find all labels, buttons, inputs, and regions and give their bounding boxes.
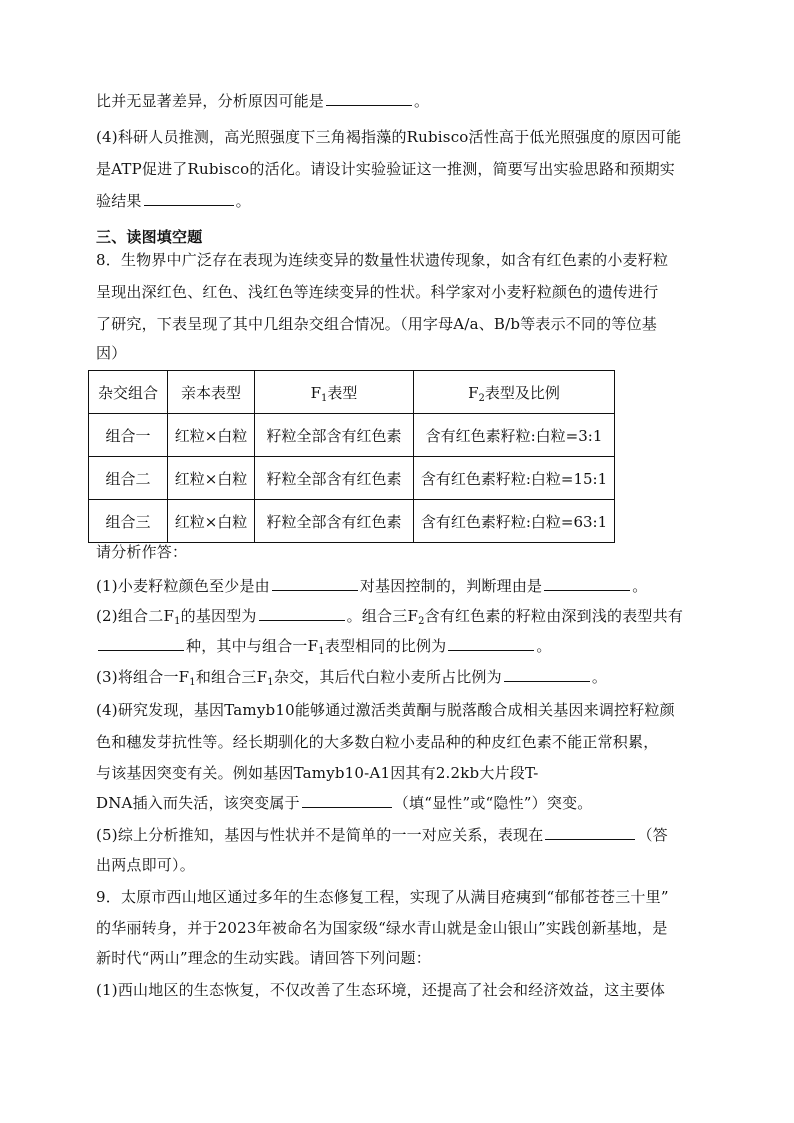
- text-span: 。: [235, 192, 251, 210]
- table-cell: 含有红色素籽粒:白粒=3:1: [414, 414, 615, 457]
- text-line: (4)科研人员推测，高光照强度下三角褐指藻的Rubisco活性高于低光照强度的原因可能: [96, 128, 682, 146]
- table-cell: 组合二: [89, 457, 168, 500]
- table-cell: 籽粒全部含有红色素: [255, 457, 414, 500]
- table-cell: 籽粒全部含有红色素: [255, 414, 414, 457]
- section-heading: 三、读图填空题: [96, 228, 203, 246]
- question-8-line: 8．生物界中广泛存在表现为连续变异的数量性状遗传现象，如含有红色素的小麦籽粒: [96, 251, 669, 269]
- answer-blank: [545, 821, 635, 840]
- text-line: (3)将组合一$F_1$和组合三$F_1$杂交，其后代白粒小麦所占比例为 。: [96, 662, 716, 692]
- answer-blank: [98, 632, 184, 651]
- table-cell: 红粒×白粒: [168, 500, 255, 543]
- question-8-line: 呈现出深红色、红色、浅红色等连续变异的性状。科学家对小麦籽粒颜色的遗传进行: [96, 283, 659, 301]
- table-cell: 组合一: [89, 414, 168, 457]
- answer-blank: [272, 572, 358, 591]
- answer-blank: [544, 572, 630, 591]
- text-span: 验结果: [96, 192, 142, 210]
- answer-blank: [302, 789, 392, 808]
- text-line: [96, 186, 716, 216]
- table-cell: 籽粒全部含有红色素: [255, 500, 414, 543]
- text-line: 色和穗发芽抗性等。经长期驯化的大多数白粒小麦品种的种皮红色素不能正常积累，: [96, 733, 659, 751]
- cross-table: [88, 370, 615, 543]
- text-line: (4)研究发现，基因Tamyb10能够通过激活类黄酮与脱落酸合成相关基因来调控籽粒颜: [96, 701, 675, 719]
- answer-blank: [326, 87, 412, 106]
- table-row: [89, 414, 615, 457]
- text-line: 出两点即可）。: [96, 856, 195, 874]
- text-line: 种，其中与组合一$F_1$表型相同的比例为 。: [96, 631, 716, 661]
- answer-blank: [144, 187, 234, 206]
- table-header: 杂交组合: [89, 371, 168, 414]
- text-line: (2)组合二$F_1$的基因型为 。组合三$F_2$含有红色素的籽粒由深到浅的表型共有: [96, 601, 716, 631]
- text-line: 请分析作答：: [96, 543, 188, 561]
- text-span: 。: [414, 92, 430, 110]
- question-9-line: 新时代“两山”理念的生动实践。请回答下列问题：: [96, 949, 431, 967]
- table-cell: 含有红色素籽粒:白粒=63:1: [414, 500, 615, 543]
- text-line: DNA插入而失活，该突变属于 （填“显性”或“隐性”）突变。: [96, 788, 716, 818]
- answer-blank: [504, 663, 590, 682]
- answer-blank: [259, 602, 345, 621]
- text-line: 是ATP促进了Rubisco的活化。请设计实验验证这一推测，简要写出实验思路和预期实: [96, 160, 675, 178]
- question-9-line: 的华丽转身，并于2023年被命名为国家级“绿水青山就是金山银山”实践创新基地，是: [96, 919, 668, 937]
- table-cell: 红粒×白粒: [168, 457, 255, 500]
- table-cell: 红粒×白粒: [168, 414, 255, 457]
- table-row: [89, 457, 615, 500]
- text-line: (1)小麦籽粒颜色至少是由 对基因控制的，判断理由是 。: [96, 571, 716, 601]
- table-header: $F_2$表型及比例: [414, 371, 615, 414]
- question-8-line: 因）: [96, 344, 127, 362]
- question-8-line: 了研究，下表呈现了其中几组杂交组合情况。（用字母A/a、B/b等表示不同的等位基: [96, 315, 658, 333]
- question-9-line: (1)西山地区的生态恢复，不仅改善了生态环境，还提高了社会和经济效益，这主要体: [96, 981, 666, 999]
- table-cell: 组合三: [89, 500, 168, 543]
- answer-blank: [448, 632, 534, 651]
- text-line: (5)综上分析推知，基因与性状并不是简单的一一对应关系，表现在 （答: [96, 820, 716, 850]
- text-line: 与该基因突变有关。例如基因Tamyb10-A1因其有2.2kb大片段T-: [96, 764, 539, 782]
- text-span: 比并无显著差异，分析原因可能是: [96, 92, 325, 110]
- text-line: [96, 86, 716, 116]
- table-header-row: [89, 371, 615, 414]
- table-header: 亲本表型: [168, 371, 255, 414]
- table-cell: 含有红色素籽粒:白粒=15:1: [414, 457, 615, 500]
- question-9-line: 9．太原市西山地区通过多年的生态修复工程，实现了从满目疮痍到“郁郁苍苍三十里”: [96, 888, 669, 906]
- table-header: $F_1$表型: [255, 371, 414, 414]
